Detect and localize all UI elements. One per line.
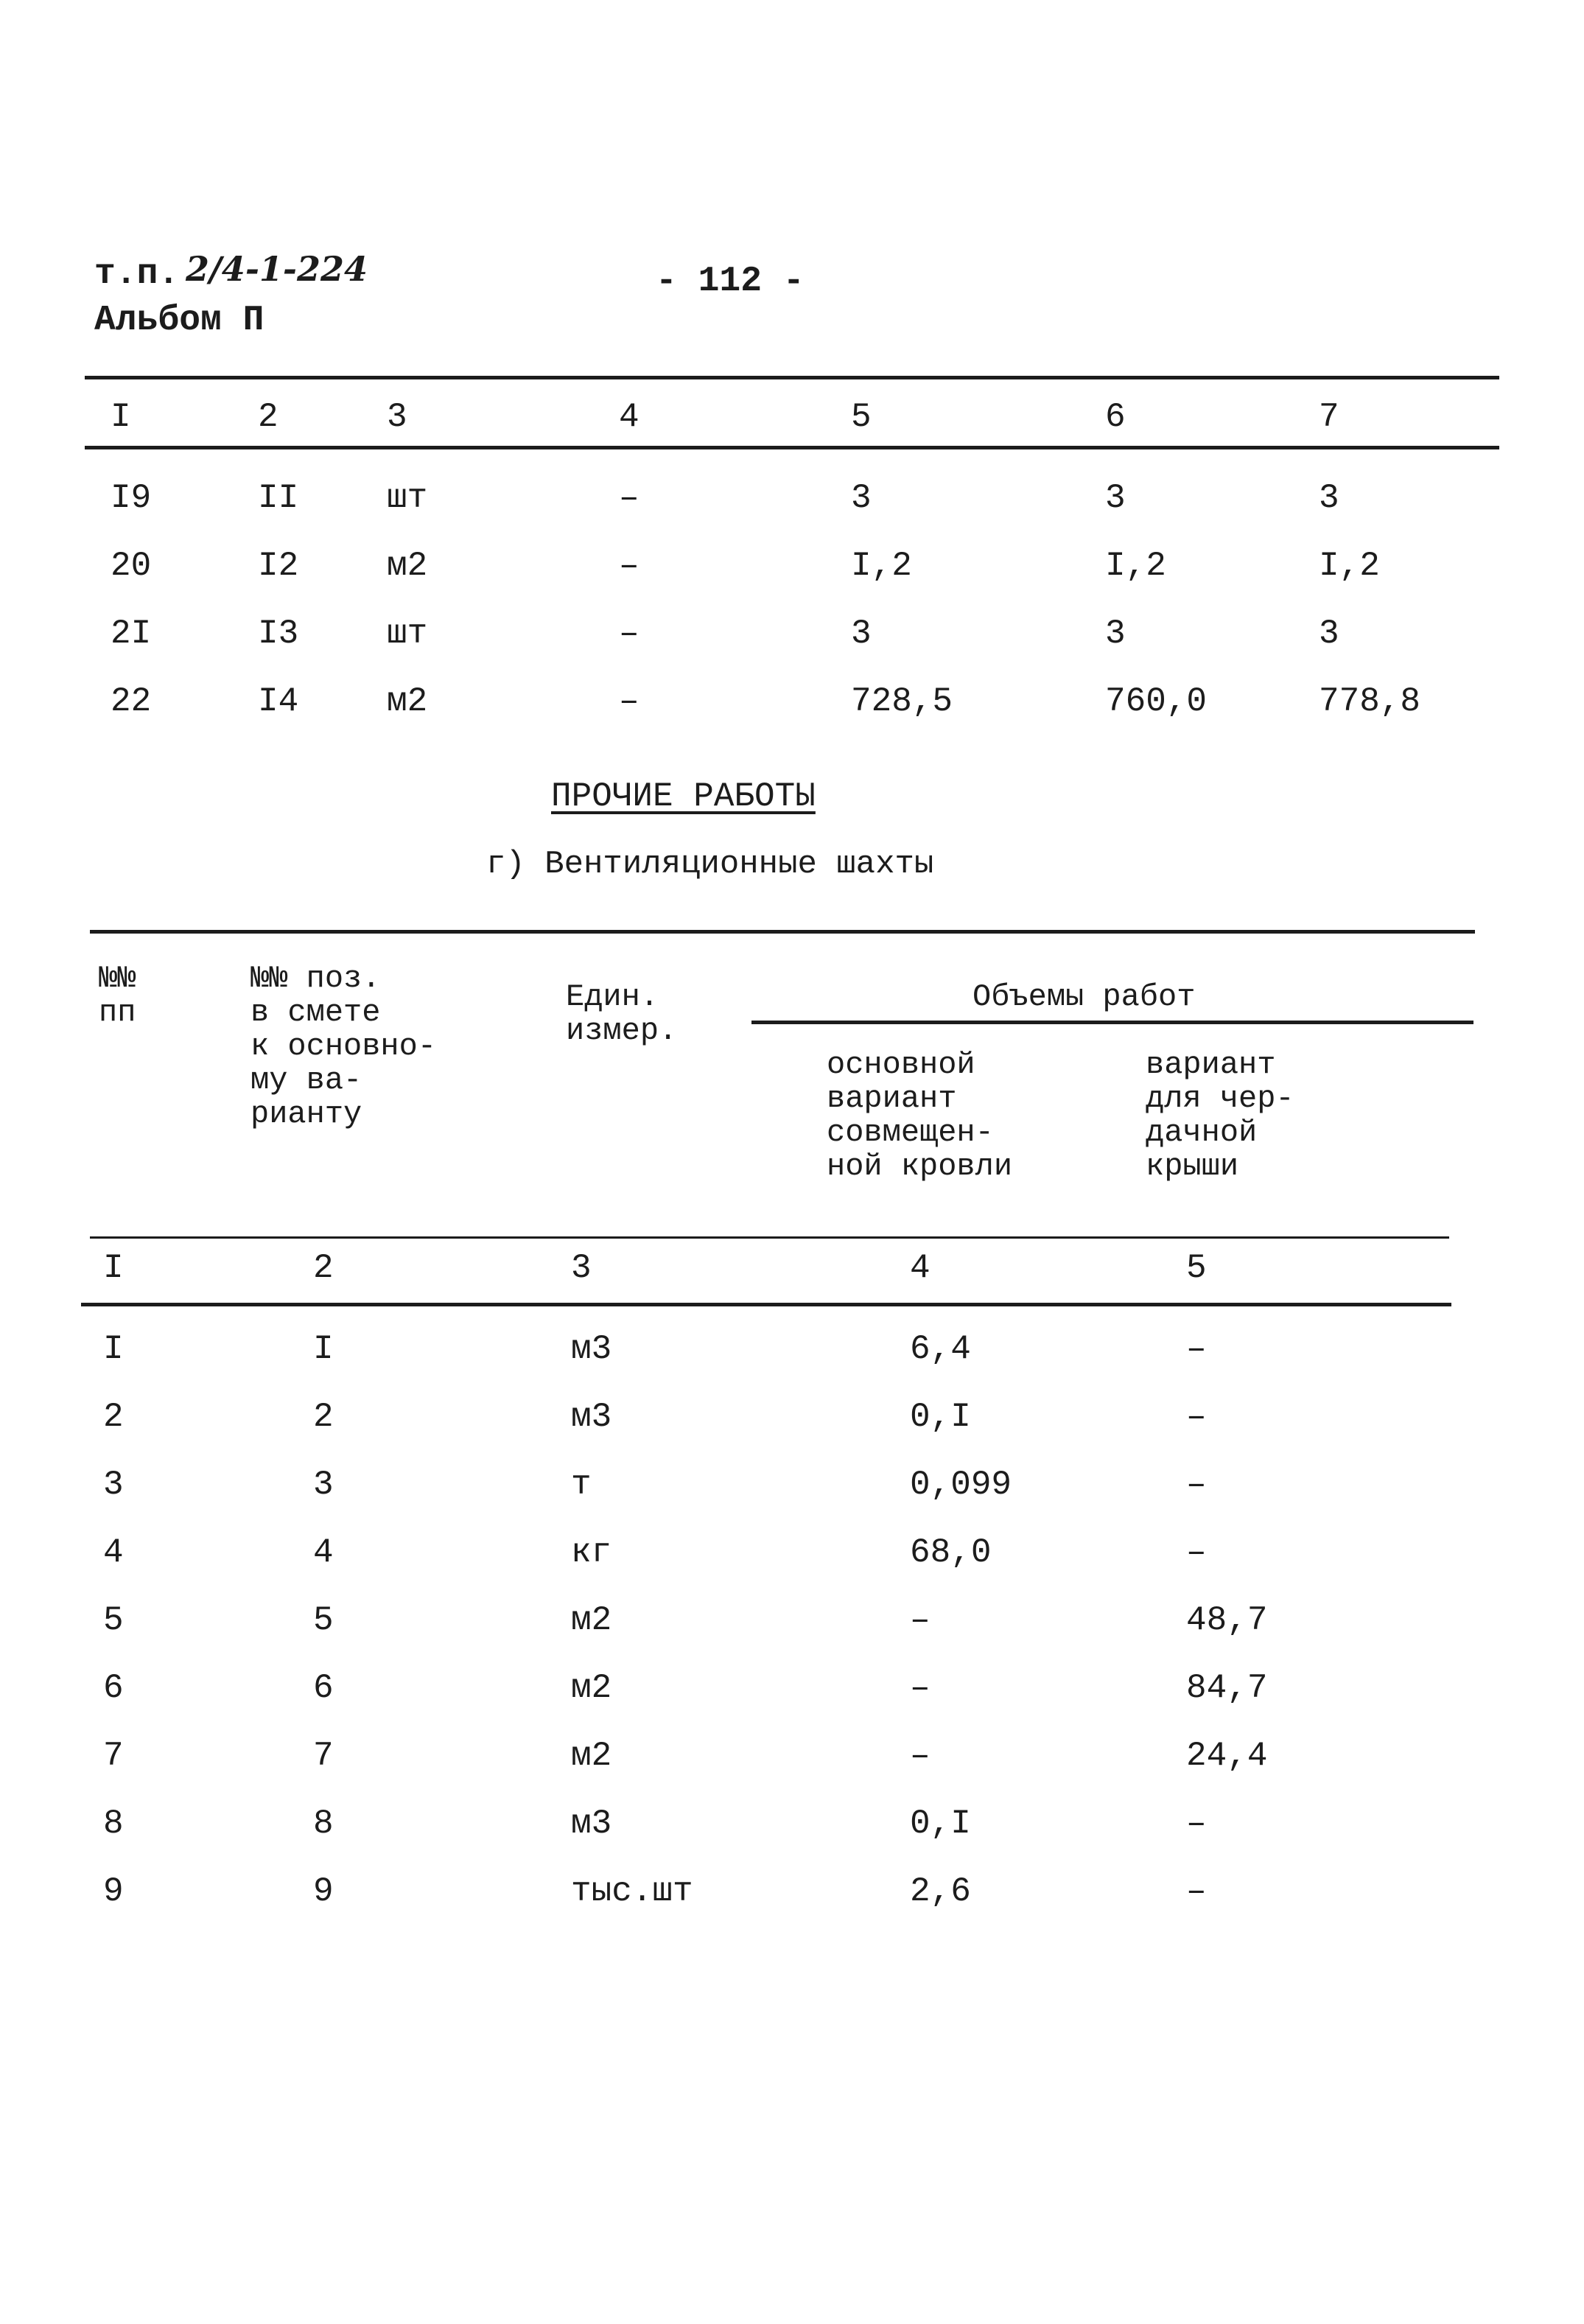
table-cell: 7: [103, 1737, 124, 1775]
group-header-rule: [751, 1021, 1473, 1024]
table-cell: I3: [258, 615, 299, 653]
table-cell: шт: [387, 479, 428, 517]
table2-column-number: I: [103, 1249, 124, 1287]
table-cell: 2: [313, 1398, 334, 1436]
table2-column-number: 5: [1186, 1249, 1207, 1287]
table-cell: I,2: [1105, 547, 1166, 585]
table-cell: I: [103, 1330, 124, 1368]
table2-header-rule: [90, 1236, 1449, 1239]
table-cell: –: [619, 615, 639, 653]
table-cell: 9: [313, 1872, 334, 1911]
table-cell: I4: [258, 682, 299, 721]
section-subtitle: г) Вентиляционные шахты: [486, 846, 934, 883]
table-cell: 24,4: [1186, 1737, 1268, 1775]
table-cell: –: [1186, 1805, 1207, 1843]
table1-column-number: 5: [851, 398, 872, 436]
page-number: - 112 -: [656, 262, 805, 301]
table-cell: 3: [313, 1466, 334, 1504]
table-cell: II: [258, 479, 299, 517]
table-cell: м2: [571, 1669, 612, 1707]
table-cell: 7: [313, 1737, 334, 1775]
table-cell: 4: [103, 1533, 124, 1572]
table-cell: 6,4: [910, 1330, 971, 1368]
col-header-estimate-position: №№ поз. в смете к основно- му ва- рианту: [250, 961, 437, 1132]
col-header-main-variant: основной вариант совмещен- ной кровли: [827, 1047, 1013, 1184]
table1-column-number: 6: [1105, 398, 1126, 436]
table-cell: шт: [387, 615, 428, 653]
table-cell: 0,I: [910, 1398, 971, 1436]
table-cell: –: [1186, 1398, 1207, 1436]
table-cell: м3: [571, 1398, 612, 1436]
table-cell: I9: [111, 479, 152, 517]
document-number-handwritten: 2/4-1-224: [186, 249, 368, 289]
table-cell: 2,6: [910, 1872, 971, 1911]
table-cell: 6: [103, 1669, 124, 1707]
table2-column-number: 2: [313, 1249, 334, 1287]
table1-column-number: 3: [387, 398, 407, 436]
table-cell: 778,8: [1319, 682, 1421, 721]
table-cell: м3: [571, 1805, 612, 1843]
col-header-attic-variant: вариант для чер- дачной крыши: [1146, 1047, 1294, 1184]
table-cell: 3: [851, 615, 872, 653]
table-cell: 0,I: [910, 1805, 971, 1843]
table-cell: I,2: [1319, 547, 1380, 585]
table-cell: 5: [313, 1601, 334, 1639]
table-cell: –: [1186, 1466, 1207, 1504]
table-cell: 2I: [111, 615, 152, 653]
table-cell: I2: [258, 547, 299, 585]
table-cell: 20: [111, 547, 152, 585]
table-cell: м2: [571, 1737, 612, 1775]
table-cell: –: [1186, 1872, 1207, 1911]
table1-column-number: 2: [258, 398, 278, 436]
table2-top-rule: [90, 930, 1475, 934]
col-header-unit: Един. измер.: [566, 979, 678, 1049]
table1-column-number: 4: [619, 398, 639, 436]
col-header-work-volumes: Объемы работ: [973, 979, 1196, 1015]
col-header-item-number: №№ пп: [99, 961, 136, 1030]
table-cell: т: [571, 1466, 592, 1504]
table-cell: –: [619, 682, 639, 721]
table1-column-number: 7: [1319, 398, 1339, 436]
table-cell: –: [1186, 1330, 1207, 1368]
table-cell: м2: [387, 682, 428, 721]
table-cell: 3: [1319, 615, 1339, 653]
table-cell: тыс.шт: [571, 1872, 693, 1911]
table-cell: 2: [103, 1398, 124, 1436]
section-title: ПРОЧИЕ РАБОТЫ: [551, 777, 816, 816]
table-cell: 3: [103, 1466, 124, 1504]
table-cell: м2: [387, 547, 428, 585]
table2-column-number: 4: [910, 1249, 931, 1287]
table-cell: 0,099: [910, 1466, 1012, 1504]
table-cell: кг: [571, 1533, 612, 1572]
table-cell: –: [619, 479, 639, 517]
table-cell: 8: [313, 1805, 334, 1843]
table-cell: 728,5: [851, 682, 953, 721]
table-cell: 9: [103, 1872, 124, 1911]
table-cell: –: [910, 1669, 931, 1707]
table-cell: 22: [111, 682, 152, 721]
table-cell: I,2: [851, 547, 912, 585]
table-cell: 68,0: [910, 1533, 992, 1572]
table1-header-rule: [85, 446, 1499, 449]
table-cell: 5: [103, 1601, 124, 1639]
table-cell: –: [910, 1601, 931, 1639]
table-cell: м2: [571, 1601, 612, 1639]
table-cell: –: [619, 547, 639, 585]
table1-column-number: I: [111, 398, 131, 436]
table-cell: 3: [1105, 615, 1126, 653]
table-cell: 48,7: [1186, 1601, 1268, 1639]
table-cell: –: [910, 1737, 931, 1775]
table-cell: I: [313, 1330, 334, 1368]
table-cell: 84,7: [1186, 1669, 1268, 1707]
table2-column-number-rule: [81, 1303, 1451, 1306]
table-cell: м3: [571, 1330, 612, 1368]
table2-column-number: 3: [571, 1249, 592, 1287]
document-code-prefix: т.п.: [94, 254, 180, 294]
table-cell: 8: [103, 1805, 124, 1843]
table-cell: 6: [313, 1669, 334, 1707]
album-label: Альбом П: [94, 301, 264, 340]
table-cell: –: [1186, 1533, 1207, 1572]
table-cell: 3: [851, 479, 872, 517]
table-cell: 760,0: [1105, 682, 1208, 721]
table-cell: 3: [1319, 479, 1339, 517]
table1-top-rule: [85, 376, 1499, 379]
table-cell: 4: [313, 1533, 334, 1572]
table-cell: 3: [1105, 479, 1126, 517]
